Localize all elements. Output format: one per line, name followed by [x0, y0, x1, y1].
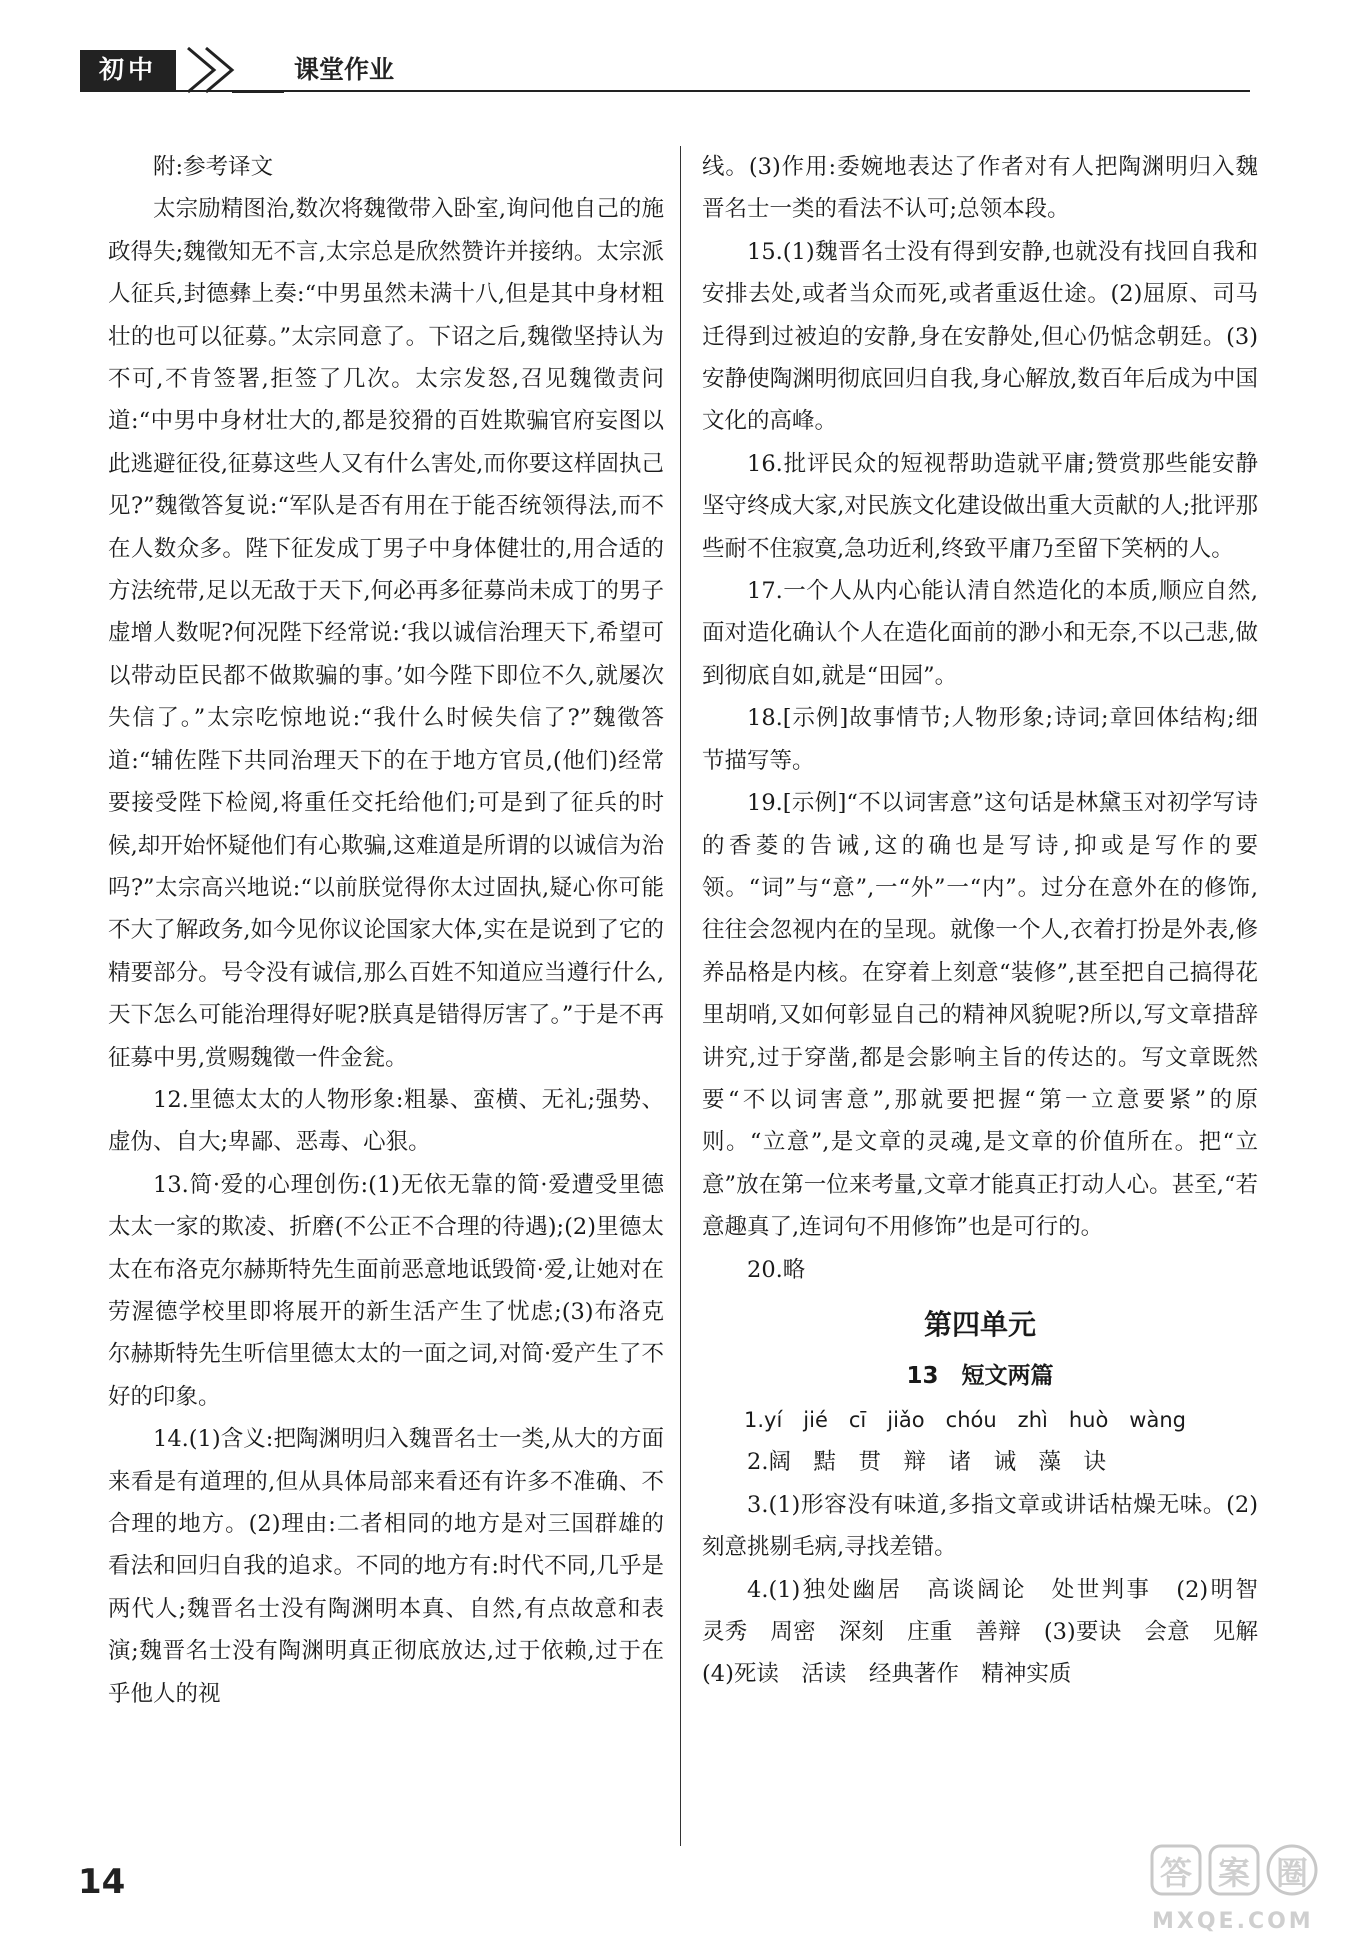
answer-19: 19.[示例]“不以词害意”这句话是林黛玉对初学写诗的香菱的告诫,这的确也是写诗,抑或是写作的要领。“词”与“意”,一“外”一“内”。过分在意外在的修饰,往往会忽视内在的呈现。就像一个人,衣着打扮是外表,修养品格是内核。在穿着上刻意“装修”,甚至把自己搞得花里胡哨,又如何彰显自己的精神风貌呢?所以,写文章措辞讲究,过于穿凿,都是会影响主旨的传达的。写文章既然要“不以词害意”,那就要把握“第一立意要紧”的原则。“立意”,是文章的灵魂,是文章的价值所在。把“立意”放在第一位来考量,文章才能真正打动人心。甚至,“若意趣真了,连词句不用修饰”也是可行的。 — [702, 790, 1258, 1241]
page-number: 14 — [78, 1862, 126, 1902]
answer-15: 15.(1)魏晋名士没有得到安静,也就没有找回自我和安排去处,或者当众而死,或者重返仕途。(2)屈原、司马迁得到过被迫的安静,身在安静处,但心仍惦念朝廷。(3)安静使陶渊明彻底回归自我,身心解放,数百年后成为中国文化的高峰。 — [702, 238, 1258, 435]
answer-20: 20.略 — [747, 1256, 806, 1283]
answer-13: 13.简·爱的心理创伤:(1)无依无靠的简·爱遭受里德太太一家的欺凌、折磨(不公正不合理的待遇);(2)里德太太在布洛克尔赫斯特先生面前恶意地诋毁简·爱,让她对在劳渥德学校里即将展开的新生活产生了忧虑;(3)布洛克尔赫斯特先生听信里德太太的一面之词,对简·爱产生了不好的印象。 — [108, 1171, 664, 1410]
left-column — [108, 146, 664, 1715]
answer-17: 17.一个人从内心能认清自然造化的本质,顺应自然,面对造化确认个人在造化面前的渺小和无奈,不以己悲,做到彻底自如,就是“田园”。 — [702, 578, 1258, 689]
answer-18: 18.[示例]故事情节;人物形象;诗词;章回体结构;细节描写等。 — [702, 705, 1258, 774]
right-column — [702, 146, 1281, 1696]
watermark-logo-text: 答案圈 — [1160, 1854, 1335, 1892]
watermark-logo — [1148, 1840, 1338, 1936]
answer-12: 12.里德太太的人物形象:粗暴、蛮横、无礼;强势、虚伪、自大;卑鄙、恶毒、心狠。 — [108, 1086, 664, 1156]
watermark-site: MXQE.COM — [1152, 1909, 1314, 1934]
translation-heading: 附:参考译文 — [153, 154, 274, 180]
answer-16: 16.批评民众的短视帮助造就平庸;赞赏那些能安静坚守终成大家,对民族文化建设做出重大贡献的人;批评那些耐不住寂寞,急功近利,终致平庸乃至留下笑柄的人。 — [702, 450, 1258, 562]
answer-14: 14.(1)含义:把陶渊明归入魏晋名士一类,从大的方面来看是有道理的,但从具体局部来看还有许多不准确、不合理的地方。(2)理由:二者相同的地方是对三国群雄的看法和回归自我的追求。不同的地方有:时代不同,几乎是两代人;魏晋名士没有陶渊明本真、自然,有点故意和表演;魏晋名士没有陶渊明真正彻底放达,过于依赖,过于在乎他人的视 — [108, 1426, 664, 1707]
double-chevron-icon — [180, 46, 284, 94]
translation-text: 太宗励精图治,数次将魏徵带入卧室,询问他自己的施政得失;魏徵知无不言,太宗总是欣然赞许并接纳。太宗派人征兵,封德彝上奏:“中男虽然未满十八,但是其中身材粗壮的也可以征募。”太宗同意了。下诏之后,魏徵坚持认为不可,不肯签署,拒签了几次。太宗发怒,召见魏徵责问道:“中男中身材壮大的,都是狡猾的百姓欺骗官府妄图以此逃避征役,征募这些人又有什么害处,而你要这样固执己见?”魏徵答复说:“军队是否有用在于能否统领得法,而不在人数众多。陛下征发成丁男子中身体健壮的,用合适的方法统带,足以无敌于天下,何必再多征募尚未成丁的男子虚增人数呢?何况陛下经常说:‘我以诚信治理天下,希望可以带动臣民都不做欺骗的事。’如今陛下即位不久,就屡次失信了。”太宗吃惊地说:“我什么时候失信了?”魏徵答道:“辅佐陛下共同治理天下的在于地方官员,(他们)经常要接受陛下检阅,将重任交托给他们;可是到了征兵的时候,却开始怀疑他们有心欺骗,这难道是所谓的以诚信为治吗?”太宗高兴地说:“以前朕觉得你太过固执,疑心你可能不大了解政务,如今见你议论国家大体,实在是说到了它的精要部分。号令没有诚信,那么百姓不知道应当遵行什么,天下怎么可能治理得好呢?朕真是错得厉害了。”于是不再征募中男,赏赐魏徵一件金瓮。 — [108, 196, 664, 1071]
header-rule — [80, 90, 1250, 92]
lesson-item-2-characters: 2.阔 黠 贯 辩 诸 诫 藻 诀 — [747, 1449, 1106, 1476]
lesson-item-4: 4.(1)独处幽居 高谈阔论 处世判事 (2)明智 灵秀 周密 深刻 庄重 善辩 (3)要诀 会意 见解 (4)死读 活读 经典著作 精神实质 — [702, 1576, 1281, 1688]
page-header — [80, 46, 1250, 94]
lesson-item-1-pinyin: 1.yí jié cī jiǎo chóu zhì huò wàng — [744, 1407, 1186, 1432]
series-title: 课堂作业 — [294, 55, 395, 84]
lesson-item-3: 3.(1)形容没有味道,多指文章或讲话枯燥无味。(2)刻意挑剔毛病,寻找差错。 — [702, 1491, 1258, 1561]
lesson-title: 13 短文两篇 — [906, 1362, 1054, 1389]
unit-title: 第四单元 — [923, 1307, 1036, 1341]
level-tag: 初中 — [80, 50, 176, 90]
answer-14-continuation: 线。(3)作用:委婉地表达了作者对有人把陶渊明归入魏晋名士一类的看法不认可;总领本段。 — [702, 154, 1258, 223]
column-divider — [680, 146, 681, 1846]
